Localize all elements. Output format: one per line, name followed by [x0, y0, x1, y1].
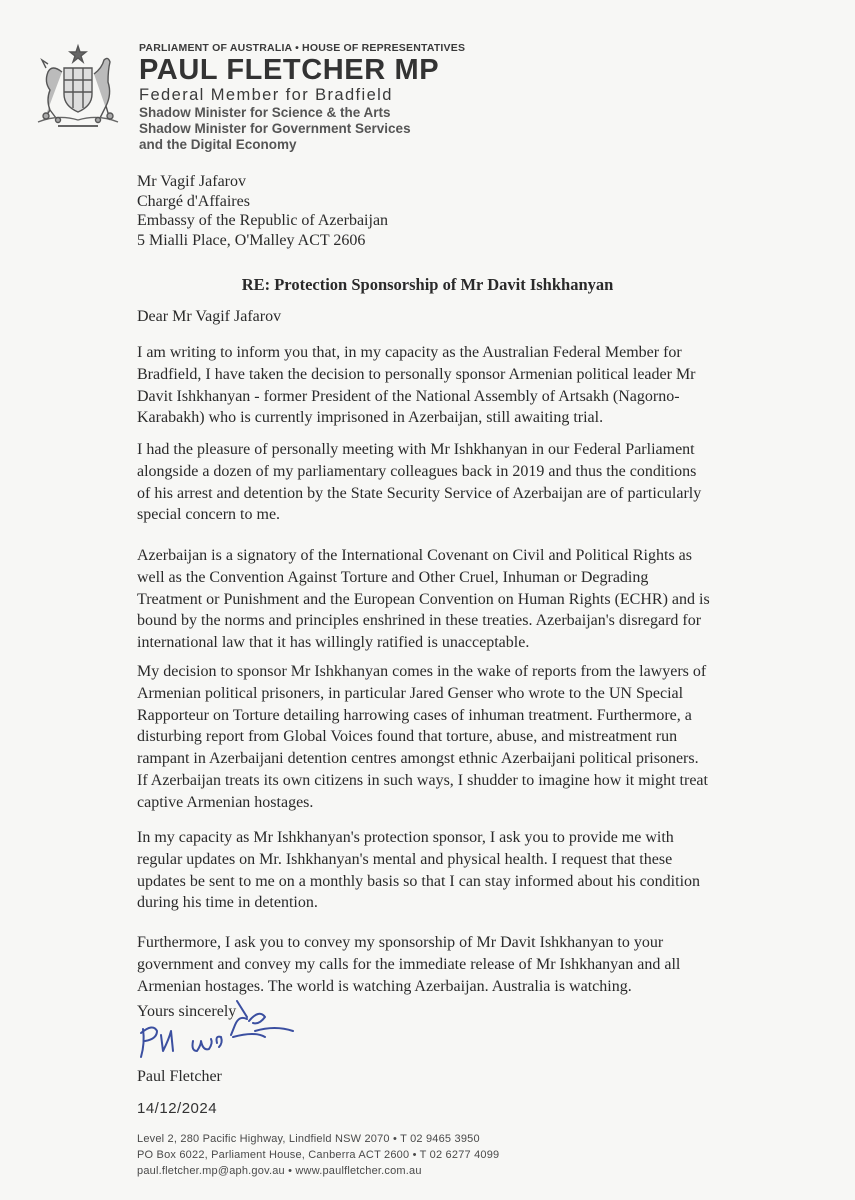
paragraph [137, 932, 737, 997]
coat-of-arms-icon [28, 42, 128, 132]
paragraph-line: government and convey my calls for the immediate release of Mr Ishkhanyan and all [137, 955, 681, 973]
role-line: Shadow Minister for Science & the Arts [139, 105, 391, 120]
paragraph-line: well as the Convention Against Torture and Other Cruel, Inhuman or Degrading [137, 568, 649, 586]
paragraph-line: Furthermore, I ask you to convey my sponsorship of Mr Davit Ishkhanyan to your [137, 934, 664, 951]
paragraph [137, 827, 737, 914]
address-line: Mr Vagif Jafarov [137, 173, 247, 190]
paragraph-line: international law that it has willingly ratified is unacceptable. [137, 634, 530, 652]
federal-member-title: Federal Member for Bradfield [139, 86, 393, 104]
paragraph-line: during his time in detention. [137, 894, 318, 912]
recipient-address [137, 172, 388, 250]
subject-line: RE: Protection Sponsorship of Mr Davit Ishkhanyan [241, 275, 614, 294]
paragraph-line: Armenian hostages. The world is watching Azerbaijan. Australia is watching. [137, 977, 632, 995]
footer-line: Level 2, 280 Pacific Highway, Lindfield NSW 2070 • T 02 9465 3950 [137, 1133, 480, 1145]
parliament-line: PARLIAMENT OF AUSTRALIA • HOUSE OF REPRESENTATIVES [139, 42, 466, 54]
footer-line: paul.fletcher.mp@aph.gov.au • www.paulfletcher.com.au [137, 1165, 422, 1177]
address-line: Chargé d'Affaires [137, 192, 250, 210]
paragraph-line: regular updates on Mr. Ishkhanyan's mental and physical health. I request that these [137, 850, 673, 868]
paragraph [137, 545, 737, 654]
paragraph-line: rampant in Azerbaijani detention centres amongst ethnic Azerbaijani political prisoners. [137, 750, 699, 768]
paragraph-line: Karabakh) who is currently imprisoned in Azerbaijan, still awaiting trial. [137, 409, 604, 427]
role-line: Shadow Minister for Government Services [139, 121, 411, 136]
paragraph-line: bound by the norms and principles enshrined in these treaties. Azerbaijan's disregard for [137, 612, 702, 630]
paragraph [137, 661, 737, 814]
footer-contact [137, 1131, 499, 1179]
letter-date: 14/12/2024 [137, 1100, 218, 1117]
signer-name: Paul Fletcher [137, 1068, 222, 1085]
paragraph-line: If Azerbaijan treats its own citizens in such ways, I shudder to imagine how it might treat [137, 771, 708, 789]
paragraph-line: Azerbaijan is a signatory of the International Covenant on Civil and Political Rights as [137, 547, 692, 564]
paragraph-line: Armenian political prisoners, in particular Jared Genser who wrote to the UN Special [137, 684, 684, 702]
paragraph-line: alongside a dozen of my parliamentary colleagues back in 2019 and thus the conditions [137, 462, 697, 480]
address-line: Embassy of the Republic of Azerbaijan [137, 212, 389, 229]
address-line: 5 Mialli Place, O'Malley ACT 2606 [137, 231, 366, 249]
salutation: Dear Mr Vagif Jafarov [137, 308, 282, 325]
paragraph-line: I am writing to inform you that, in my capacity as the Australian Federal Member for [137, 344, 682, 361]
paragraph-line: I had the pleasure of personally meeting with Mr Ishkhanyan in our Federal Parliament [137, 441, 695, 458]
role-line: and the Digital Economy [139, 137, 297, 152]
paragraph-line: In my capacity as Mr Ishkhanyan's protection sponsor, I ask you to provide me with [137, 829, 674, 846]
paragraph-line: My decision to sponsor Mr Ishkhanyan comes in the wake of reports from the lawyers of [137, 663, 707, 680]
paragraph-line: Davit Ishkhanyan - former President of the National Assembly of Artsakh (Nagorno- [137, 387, 680, 405]
member-name: PAUL FLETCHER MP [139, 54, 440, 86]
handwritten-signature-icon [135, 995, 305, 1075]
paragraph-line: disturbing report from Global Voices found that torture, abuse, and mistreatment run [137, 728, 678, 746]
paragraph-line: of his arrest and detention by the State Security Service of Azerbaijan are of particularly [137, 484, 702, 502]
letterhead [139, 42, 465, 153]
paragraph-line: special concern to me. [137, 506, 281, 524]
paragraph [137, 439, 737, 526]
closing: Yours sincerely [137, 1003, 237, 1020]
footer-line: PO Box 6022, Parliament House, Canberra ACT 2600 • T 02 6277 4099 [137, 1149, 500, 1161]
paragraph-line: Treatment or Punishment and the European Convention on Human Rights (ECHR) and is [137, 590, 710, 608]
paragraph-line: captive Armenian hostages. [137, 793, 314, 811]
paragraph-line: updates be sent to me on a monthly basis so that I can stay informed about his condition [137, 872, 701, 890]
paragraph-line: Rapporteur on Torture detailing harrowing cases of inhuman treatment. Furthermore, a [137, 706, 692, 724]
paragraph [137, 342, 737, 429]
paragraph-line: Bradfield, I have taken the decision to personally sponsor Armenian political leader Mr [137, 365, 696, 383]
